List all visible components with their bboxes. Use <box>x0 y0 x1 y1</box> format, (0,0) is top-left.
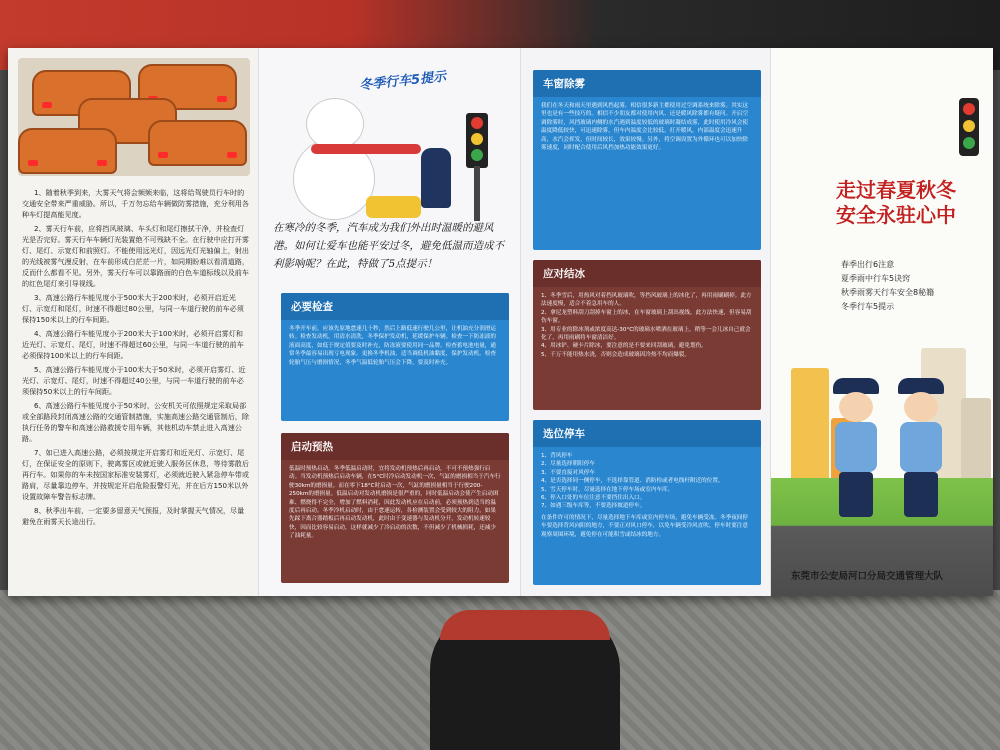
traffic-illustration <box>18 58 250 176</box>
police-officer-male <box>896 378 946 523</box>
card-defog <box>533 70 761 250</box>
shoe-sole <box>440 610 610 640</box>
card-title: 选位停车 <box>533 420 761 447</box>
paragraph: 4、高速公路行车能见度小于200米大于100米时，必须开启雾灯和近光灯、示宽灯、尾灯，时速不得超过60公里，与同一车道行驶的前车必须保持100米以上的行车间距。 <box>22 328 244 360</box>
card-body: 我们在冬天和雨天里遇到风挡起雾，相信很多新主都使用过空调系统来除雾。其实这里也是有一些技巧的。相信不少朋友都对使用内风、还是暖风除雾都有疑问。开启空调除雾时，风挡玻璃内侧的水汽遇到温度较低的玻璃时凝结成雾，此时使用冷风会使温度降低较快，可迅速除雾，但车内温度会比较低。打开暖风，内部温度会迅速升高，水汽会挥发，但时间较长，效果较慢。另外，将空调设置为外循环也可以加快除雾速度，同时配合使用后风挡加热功能效果更好。 <box>541 103 748 151</box>
panel-window-ice-parking <box>520 48 771 596</box>
panel-cover <box>770 48 993 596</box>
card-inspection <box>281 293 509 421</box>
paragraph: 2、雾天行车前，应将挡风玻璃、车头灯和尾灯擦拭干净，并检查灯光是否完好。雾天行车车辆灯光装置绝不可残缺不全。在行驶中应打开雾灯、尾灯、示宽灯和前照灯。不能使用远光灯，因远光灯光轴偏上，射出的光线被雾气漫反射，在车前形成白茫茫一片，如同期盼难以看清道路，反而什么都看不见。另外，雾天行车可以靠路面的白色车道标线以及前车的红色尾灯来引导视线。 <box>22 223 249 288</box>
list-item: 冬季行车5提示 <box>841 302 895 311</box>
traffic-light-icon <box>959 98 979 156</box>
list-item: 春季出行6注意 <box>841 260 895 269</box>
list-item: 7、如遇三级车库等，不要选择坡道停车。 <box>541 503 646 510</box>
card-title: 启动预热 <box>281 433 509 460</box>
paragraph: 3、高速公路行车能见度小于500米大于200米时，必须开启近光灯、示宽灯和尾灯，时速不得超过80公里，与同一车道行驶的前车必须保持150米以上的行车间距。 <box>22 292 244 324</box>
traffic-light-icon <box>466 113 488 168</box>
card-title: 车窗除雾 <box>533 70 761 97</box>
paragraph: 6、高速公路行车能见度小于50米时，公安机关可依照规定采取局部或全部路段封闭高速公路的交通管制措施，实施高速公路交通管制后，除执行任务的警车和高速公路救援专用车辆，其他机动车禁止进入高速公路。 <box>22 400 249 443</box>
intro-text: 在寒冷的冬季，汽车成为我们外出时温暖的避风港。如何让爱车也能平安过冬，避免低温而造成不利影响呢？在此，特做了5点提示！ <box>273 222 504 270</box>
card-parking <box>533 420 761 585</box>
card-preheat <box>281 433 509 583</box>
parking-note: 在条件许可的情况下，尽量选择地下车库或室内停车场，避免车辆受冻。冬季夜间停车要选择背风向阳的地方，不要正对风口停车，以免车辆受冷风直吹。停车时要注意观察周围环境，避免停在可能积雪或结冰的地方。 <box>541 514 748 538</box>
issuer-footer: 东莞市公安局河口分局交通管理大队 <box>791 571 944 582</box>
traffic-light-pole <box>474 166 480 221</box>
list-item: 3、不要直接对风停车 <box>541 469 595 476</box>
list-item: 5、千万不能用热水浇，否则会造成玻璃因冷热不均而爆裂。 <box>541 351 690 358</box>
police-officer-female <box>831 378 881 523</box>
banner-title: 冬季行车5提示 <box>358 69 447 94</box>
card-body <box>533 447 761 544</box>
paragraph: 5、高速公路行车能见度小于100米大于50米时，必须开启雾灯、近光灯、示宽灯、尾灯，时速不得超过40公里，与同一车道行驶的前车必须保持50米以上的行车间距。 <box>22 364 246 396</box>
list-item: 3、用专业的除冰剂或浓度高达-30°C的玻璃水喷洒在玻璃上，稍等一会儿冰自己就会化了，再用雨刷将车窗清洁好。 <box>541 326 751 341</box>
school-bus <box>366 196 421 218</box>
paragraph: 8、秋季出车前，一定要多留意天气预报，及时掌握天气情况，尽量避免在雨雾天长途出行。 <box>22 505 245 526</box>
card-title: 应对结冰 <box>533 260 761 287</box>
list-item: 1、冬季雪后，用热风对着挡风玻璃吹，等挡风玻璃上的冰化了，再用雨刷刷掉。此方法速度慢，适合不着急用车的人。 <box>541 293 752 308</box>
card-body: 低温时预热启动。冬季低温启动时，宜将发动机预热后再启动，不可不预热强行启动。当发动机预热后启动车辆，在5°C时冷启动发动机一次，气缸的磨损相当于汽车行驶30km的磨损量。而在零下18°C时启动一次，气缸的磨损量相当于行驶200-250km的磨损量。低温启动对发动机磨损是很严重的，同时低温启动会使产生启动困难、燃烧得不完全，增加了燃料消耗，因此发动机应在启动前，必须预热到适当的温度后再启动。冬季冷机启动时，由于怠速运转，各检测装置会受到较大的阻力，如果先踩下离合器踏板后再启动发动机，此时由于变速器与发动机分开，发动机转速较快，因而比较容易启动，这样就减少了冷启动的次数，不但减少了机械损耗，还减少了油耗量。 <box>289 466 501 540</box>
scarf <box>311 144 421 154</box>
list-item: 1、背风停车 <box>541 453 573 459</box>
card-body: 冬季开车前，应该先原地怠速几十秒，然后上路低速行驶几公里，让机油充分润滑运转。检查发动机，用清水清洗，冬季保护发动机，延缓保护车辆。检查一下防冻液的液面高度，如低于规定值要及时补充，防冻液要使用同一品牌。检查蓄电池电量，通常冬季最容易出现亏电现象。更换冬季机油，适当调低机油黏度，保护发动机。检查轮胎气压与磨损情况，冬季气温低轮胎气压会下降，要及时补充。 <box>289 326 496 366</box>
snowman-head <box>306 98 364 150</box>
panel-fog-driving <box>8 48 258 596</box>
list-item: 6、停入口处的车位注意不要挡住出入口。 <box>541 494 646 501</box>
card-ice <box>533 260 761 410</box>
brochure <box>8 48 993 596</box>
paragraph: 7、如已进入高速公路，必须按规定开启雾灯和近光灯、示宽灯、尾灯，在保证安全的原则下，驶离雾区或就近驶入服务区休息，等待雾散后再行车。如果你的车未按国家标准安装雾灯，必须就近驶入紧急停车带或路肩，尽量靠边停车，并按规定开启危险报警灯光，并在后方150米以外设置故障车警告标志牌。 <box>22 447 249 501</box>
paragraph: 1、随着秋季到来，大雾天气将会频频来临，这将给驾驶员行车时的交通安全带来严重威胁。所以，千万勿忘给车辆做防雾措施，充分利用各种车灯提高能见度。 <box>22 188 249 219</box>
snowman-illustration <box>271 68 516 218</box>
fog-driving-text <box>22 188 250 531</box>
list-item: 2、尽量选择朝阳停车 <box>541 461 595 468</box>
cover-title-line: 走过春夏秋冬 <box>836 178 956 202</box>
list-item: 夏季雨中行车5诀窍 <box>841 274 911 283</box>
cover-title-line: 安全永驻心中 <box>836 203 956 227</box>
list-item: 4、用冰铲、硬卡片除冰，要注意的是不要来回刮玻璃，避免划伤。 <box>541 343 707 350</box>
panel-winter-tips <box>258 48 521 596</box>
list-item: 4、是否选择同一侧停车，不选择靠管道、消防栓或者电线杆附近的位置。 <box>541 478 724 485</box>
card-title: 必要检查 <box>281 293 509 320</box>
card-body <box>533 287 761 364</box>
cover-title <box>801 178 991 228</box>
list-item: 2、拿尼龙塑料刮刀刮掉车窗上的冰，在车窗玻璃上刮出视线，此方法快速，但容易刮伤车窗。 <box>541 309 752 325</box>
police-figure <box>421 148 451 208</box>
list-item: 秋季雨雾天行车安全8秘籍 <box>841 288 935 297</box>
list-item: 5、雪天停车时，尽量选择在地下停车场或室内车库。 <box>541 486 674 493</box>
